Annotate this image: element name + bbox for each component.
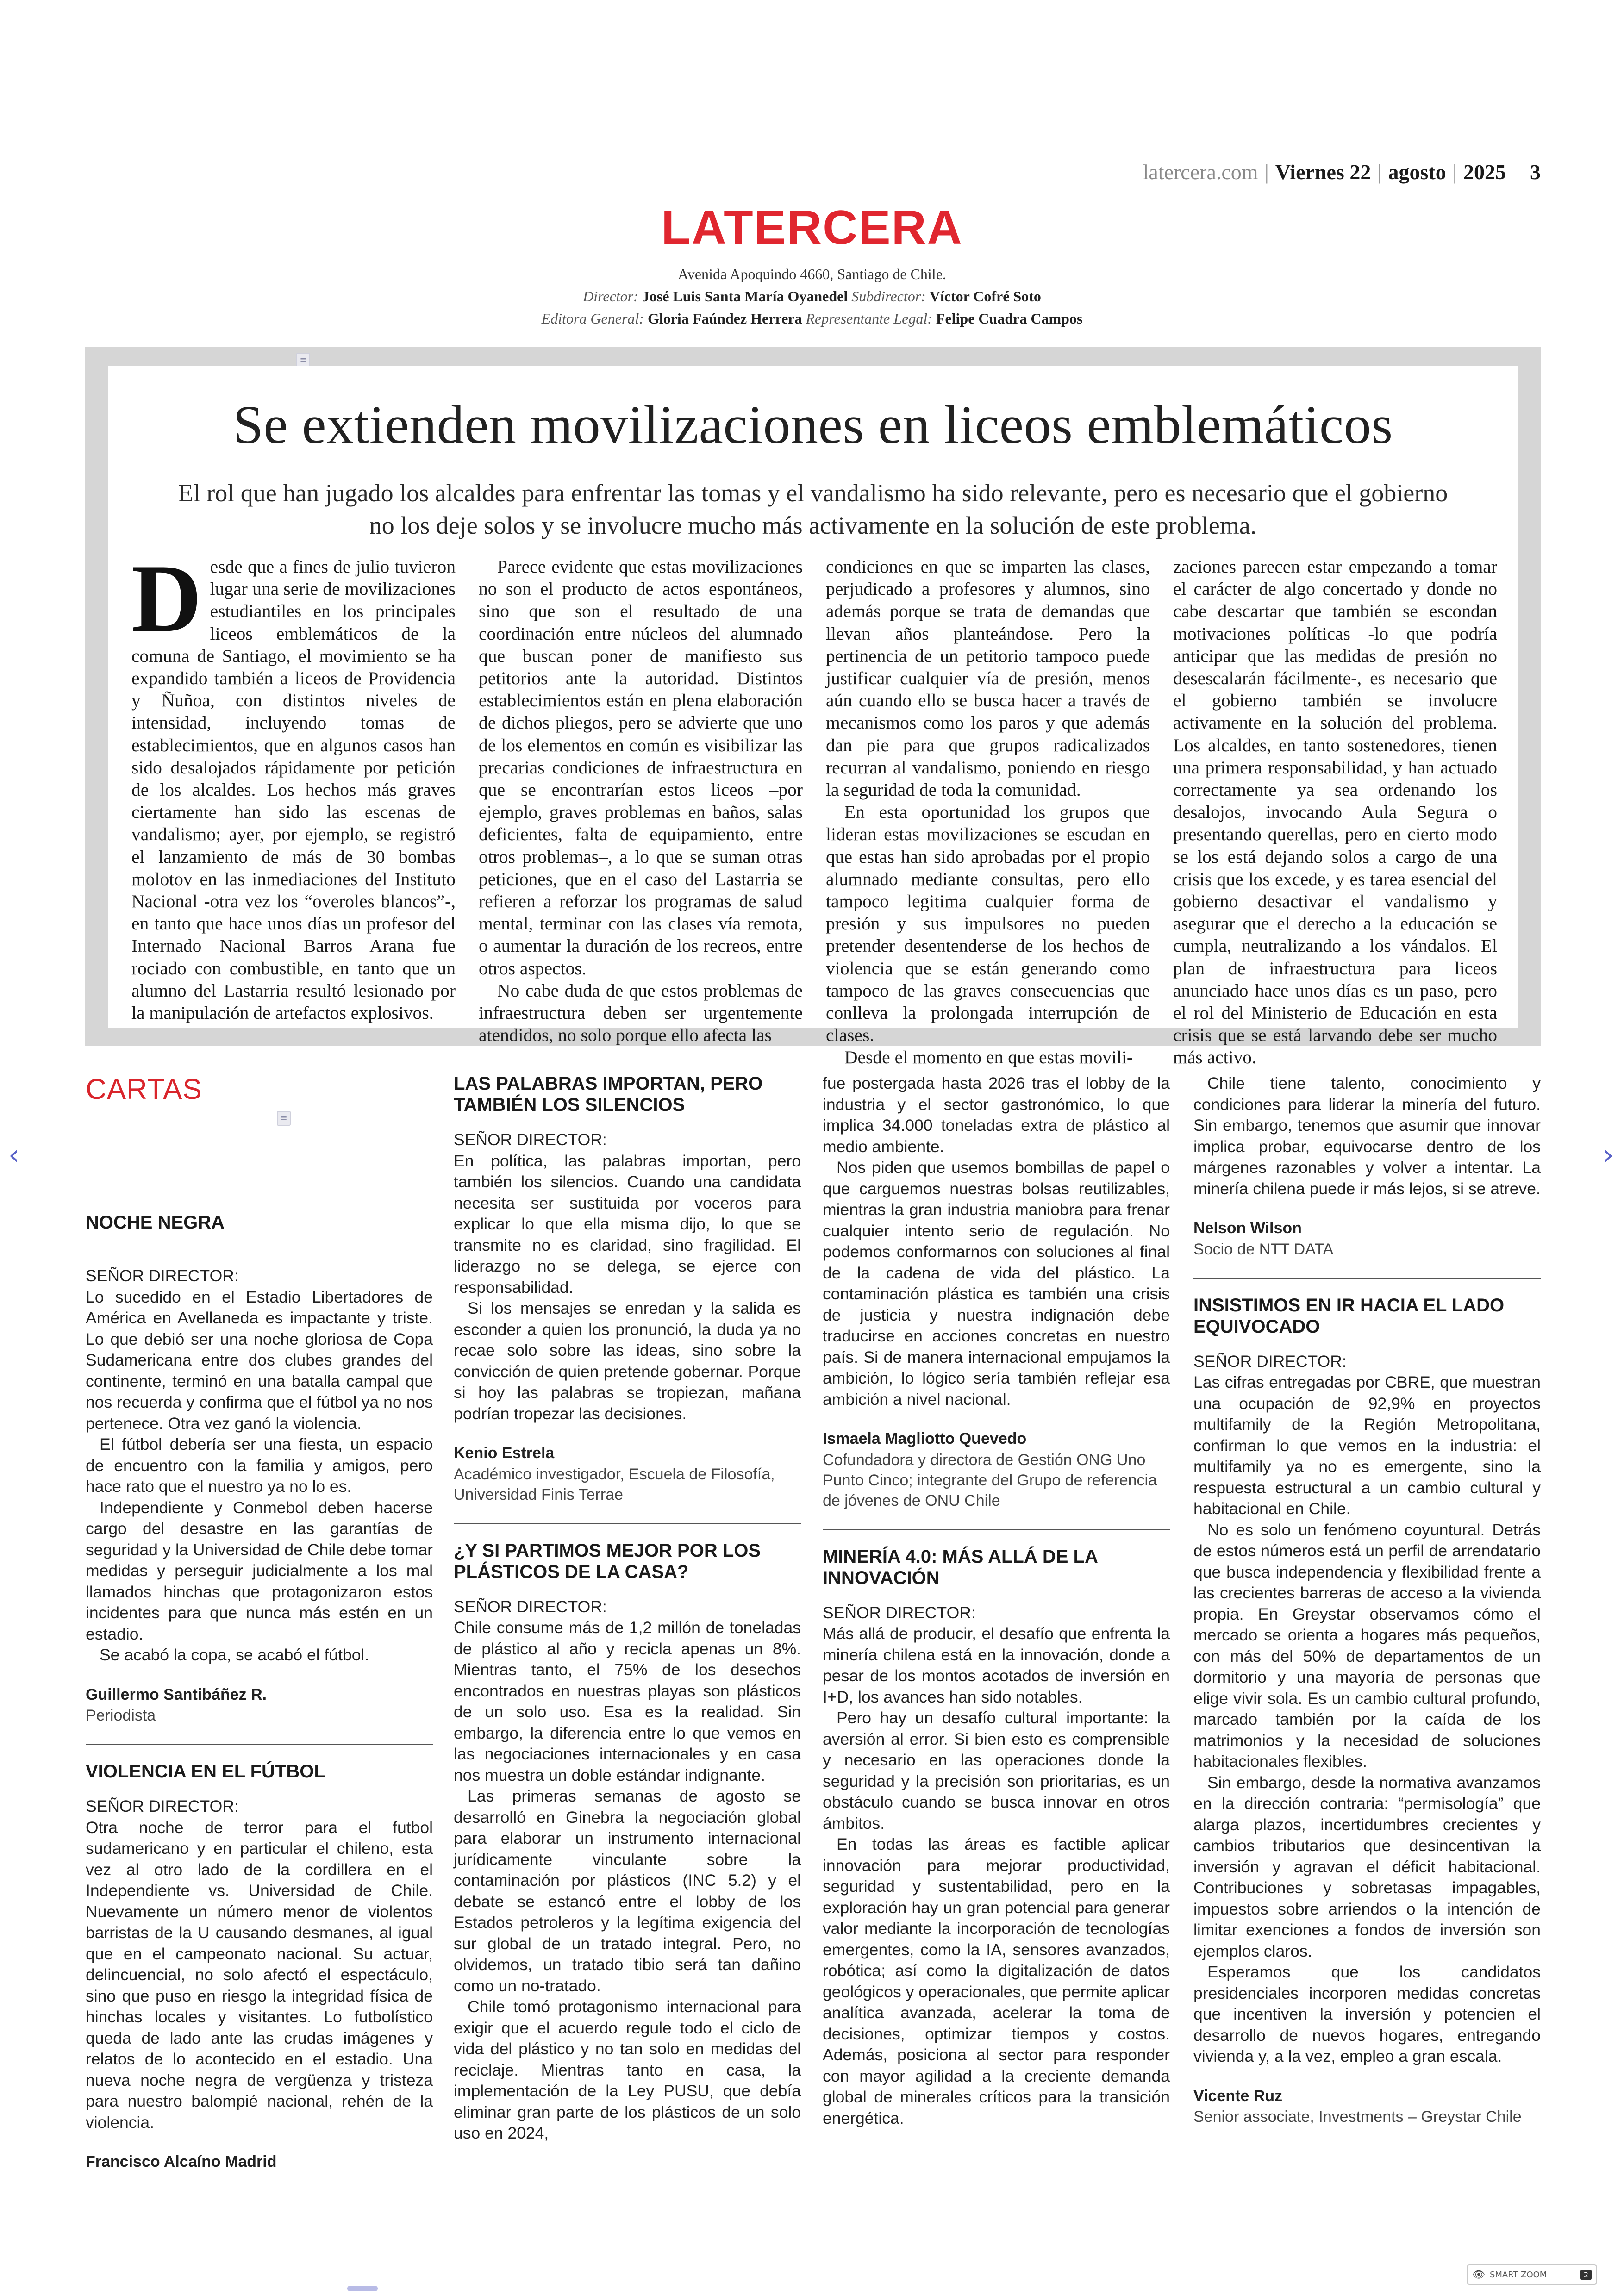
smart-zoom-badge: 2 — [1580, 2270, 1592, 2280]
editorial-column-3: condiciones en que se imparten las clases, perjudicado a profesores y alumnos, sino además porque se trata de demandas que llevan años planteándose. Pero la pertinencia de un petitorio tampoco puede justificar cualquier vía de presión, menos aún cuando ello se busca hacer a través de mecanismos como los paros y que además dan pie para que grupos radicalizados recurran al vandalismo, poniendo en riesgo la seguridad de toda la comunidad. En esta oportunidad los grupos que lideran estas movilizaciones se escudan en que estas han sido aprobadas por el propio alumnado mediante consultas, pero ello tampoco legitima cualquier forma de presión y sus impulsores no pueden pretender desentenderse de los hechos de violencia que se están generando como tampoco de las graves consecuencias que conlleva la prolongada interrupción de clases. Desde el momento en que estas movili- — [826, 556, 1150, 1068]
chevron-right-icon[interactable]: › — [1603, 1139, 1614, 1171]
subdirector-name: Víctor Cofré Soto — [929, 288, 1041, 305]
letter-title: VIOLENCIA EN EL FÚTBOL — [86, 1761, 325, 1782]
editorial-title: Se extienden movilizaciones en liceos emblemáticos — [233, 394, 1393, 455]
legal-rep-name: Felipe Cuadra Campos — [936, 310, 1083, 327]
smart-zoom-label: SMART ZOOM — [1489, 2270, 1547, 2280]
letter-title: INSISTIMOS EN IR HACIA EL LADO EQUIVOCADO — [1193, 1295, 1505, 1337]
masthead-editors: Editora General: Gloria Faúndez Herrera Representante Legal: Felipe Cuadra Campos — [541, 310, 1083, 327]
letters-column-3: fue postergada hasta 2026 tras el lobby de la industria y el sector gastronómico, lo que implica 34.000 toneladas extra de plástico al medio ambiente. Nos piden que usemos bombillas de papel o que carguemos nuestras bolsas reutilizables, mientras la gran industria maniobra para frenar cualquier intento serio de regulación. No podemos conformarnos con soluciones al final de la cadena de vida del plástico. La contaminación plástica es también una crisis de justicia y nuestra indignación debe traducirse en acciones concretas en nuestro país. Si de manera internacional empujamos la ambición, lo lógico sería también reflejar esa ambición a nivel nacional. Ismaela Magliotto Quevedo Cofundadora y directora de Gestión ONG Uno Punto Cinco; integrante del Grupo de referencia de jóvenes de ONU Chile MINERÍA 4.0: MÁS ALLÁ DE LA INNOVACIÓN SEÑOR DIRECTOR: Más allá de producir, el desafío que enfrenta la minería chilena está en la innovación, donde a pesar de los montos acotados de inversión en I+D, los avances han sido notables. Pero hay un desafío cultural importante: la aversión al error. Si bien esto es comprensible y necesario en las operaciones donde la seguridad y la precisión son prioritarias, es un obstáculo cuando se busca innovar en otros ámbitos. En todas las áreas es factible aplicar innovación para mejorar productividad, seguridad y sustentabilidad, pero en la exploración hay un gran potencial para generar valor mediante la incorporación de tecnologías emergentes, como la IA, sensores avanzados, robótica; así como la digitalización de datos geológicos y operacionales, que permite aplicar analítica avanzada, acelerar la toma de decisiones, optimizar tiempos y costos. Además, posiciona al sector para responder con mayor agilidad a la creciente demanda global de minerales críticos para la transición energética. — [823, 1074, 1170, 2127]
smart-zoom-button[interactable] — [1467, 2264, 1597, 2285]
letter-salutation: SEÑOR DIRECTOR: — [1193, 1352, 1347, 1371]
letter-author-role: Cofundadora y directora de Gestión ONG Uno Punto Cinco; integrante del Grupo de referencia de jóvenes de ONU Chile — [823, 1451, 1157, 1509]
masthead-address: Avenida Apoquindo 4660, Santiago de Chile. — [678, 266, 946, 282]
letter-title: LAS PALABRAS IMPORTAN, PERO TAMBIÉN LOS SILENCIOS — [454, 1073, 763, 1115]
director-name: José Luis Santa María Oyanedel — [642, 288, 848, 305]
letter-salutation: SEÑOR DIRECTOR: — [823, 1603, 976, 1622]
site-url: latercera.com — [1143, 160, 1258, 184]
letter-author-role: Socio de NTT DATA — [1193, 1240, 1334, 1258]
letter-title: ¿Y SI PARTIMOS MEJOR POR LOS PLÁSTICOS DE LA CASA? — [454, 1540, 761, 1582]
divider — [1193, 1278, 1541, 1279]
masthead — [0, 201, 1624, 330]
issue-month: agosto — [1388, 160, 1446, 184]
eye-icon: 👁 — [1472, 2269, 1485, 2281]
letter-title: MINERÍA 4.0: MÁS ALLÁ DE LA INNOVACIÓN — [823, 1546, 1098, 1588]
page-folio: latercera.com | Viernes 22 | agosto | 2025 3 — [1143, 160, 1541, 184]
letters-column-1: NOCHE NEGRA SEÑOR DIRECTOR: Lo sucedido en el Estadio Libertadores de América en Avellaneda es impactante y triste. Lo que debió ser una noche gloriosa de Copa Sudamericana entre dos clubes grandes del continente, terminó en una batalla campal que nos recuerda y confirma que el fútbol ya no nos pertenece. Otra vez ganó la violencia. El fútbol debería ser una fiesta, un espacio de encuentro con la familia y amigos, pero hace rato que el nuestro ya no lo es. Independiente y Conmebol deben hacerse cargo del desastre en las garantías de seguridad y la Universidad de Chile debe tomar medidas y perseguir judicialmente a los mal llamados hinchas que protagonizaron estos incidentes para que nunca más estén en un estadio. Se acabó la copa, se acabó el fútbol. Guillermo Santibáñez R. Periodista VIOLENCIA EN EL FÚTBOL SEÑOR DIRECTOR: Otra noche de terror para el futbol sudamericano y en particular el chileno, esta vez al otro lado de la cordillera en el Independiente vs. Universidad de Chile. Nuevamente un número menor de violentos barristas de la U causando desmanes, al igual que en el campeonato nacional. Su actuar, delincuencial, no solo afectó el espectáculo, sino que puso en riesgo la integridad física de hinchas locales y visitantes. Lo futbolístico queda de lado ante las crudas imágenes y relatos de lo acontecido en el estadio. Una nueva noche negra de vergüenza y tristeza para nuestro balompié nacional, rehén de la violencia. Francisco Alcaíno Madrid — [86, 1073, 433, 2152]
letter-salutation: SEÑOR DIRECTOR: — [86, 1797, 239, 1815]
letter-salutation: SEÑOR DIRECTOR: — [86, 1266, 239, 1285]
editorial-content — [108, 366, 1518, 1068]
letter-salutation: SEÑOR DIRECTOR: — [454, 1597, 607, 1616]
letter-author: Francisco Alcaíno Madrid — [86, 2153, 277, 2170]
horizontal-scrollbar[interactable] — [347, 2286, 378, 2291]
note-icon[interactable]: ≡ — [296, 353, 310, 368]
page-number: 3 — [1530, 160, 1541, 184]
drop-cap: D — [131, 545, 202, 652]
letter-author: Ismaela Magliotto Quevedo — [823, 1430, 1027, 1447]
editorial-column-4: zaciones parecen estar empezando a tomar el carácter de algo concertado y donde no cabe descartar que también se escondan motivaciones políticas -lo que podría anticipar que las medidas de presión no desescalarán fácilmente-, es necesario que el gobierno también se involucre activamente en la solución del problema. Los alcaldes, en tanto sostenedores, tienen una primera responsabilidad, y han actuado correctamente ya sea ordenando los desalojos, invocando Aula Segura o presentando querellas, pero en cierto modo se los está dejando solos a cargo de una crisis que los excede, y es tarea esencial del gobierno desactivar el vandalismo y asegurar que el derecho a la educación se cumpla, neutralizando a los vándalos. El plan de infraestructura para liceos anunciado hace unos días es un paso, pero el rol del Ministerio de Educación en esta crisis que se está larvando debe ser mucho más activo. — [1173, 556, 1497, 1068]
letter-title: NOCHE NEGRA — [86, 1212, 225, 1233]
letter-author: Vicente Ruz — [1193, 2087, 1283, 2105]
letter-author-role: Periodista — [86, 1707, 156, 1724]
letter-author-role: Senior associate, Investments – Greystar Chile — [1193, 2108, 1522, 2126]
letters-section-title: CARTAS — [86, 1073, 202, 1105]
divider — [454, 1523, 801, 1524]
note-icon[interactable]: ≡ — [277, 1111, 291, 1126]
letter-salutation: SEÑOR DIRECTOR: — [454, 1130, 607, 1149]
editorial-column-1: D esde que a fines de julio tuvieron lugar una serie de movilizaciones estudiantiles en los principales liceos emblemáticos de la comuna de Santiago, el movimiento se ha expandido también a liceos de Providencia y Ñuñoa, con distintos niveles de intensidad, incluyendo tomas de establecimientos, que en algunos casos han sido desalojados rápidamente por petición de los alcaldes. Los hechos más graves ciertamente han sido las escenas de vandalismo; ayer, por ejemplo, se registró el lanzamiento de más de 30 bombas molotov en las inmediaciones del Instituto Nacional -otra vez los “overoles blancos”-, en tanto que hace unos días un profesor del Internado Nacional Barros Arana fue rociado con combustible, en tanto que un alumno del Lastarria resultó lesionado por la manipulación de artefactos explosivos. — [131, 545, 456, 1023]
letter-author: Nelson Wilson — [1193, 1219, 1302, 1237]
masthead-directors: Director: José Luis Santa María Oyanedel Subdirector: Víctor Cofré Soto — [583, 288, 1041, 305]
newspaper-logo: LATERCERA — [661, 201, 963, 255]
editorial-subtitle: El rol que han jugado los alcaldes para enfrentar las tomas y el vandalismo ha sido relevante, pero es necesario que el gobierno no los deje solos y se involucre mucho más activamente en la solución de este problema. — [178, 479, 1448, 540]
letter-author: Kenio Estrela — [454, 1444, 555, 1462]
issue-year: 2025 — [1463, 160, 1506, 184]
divider — [86, 1744, 433, 1745]
issue-day: Viernes 22 — [1275, 160, 1371, 184]
letter-author: Guillermo Santibáñez R. — [86, 1685, 267, 1703]
chevron-left-icon[interactable]: ‹ — [8, 1139, 19, 1171]
letters-column-4: Chile tiene talento, conocimiento y condiciones para liderar la minería del futuro. Sin embargo, tenemos que asumir que innovar implica probar, equivocarse dentro de los márgenes razonables y volver a intentar. La minería chilena puede ir más lejos, si se atreve. Nelson Wilson Socio de NTT DATA INSISTIMOS EN IR HACIA EL LADO EQUIVOCADO SEÑOR DIRECTOR: Las cifras entregadas por CBRE, que muestran una ocupación de 92,9% en proyectos multifamily de la Región Metropolitana, confirman lo que vemos en la industria: el multifamily ya no es emergente, sino la respuesta estructural a un cambio cultural y habitacional en Chile. No es solo un fenómeno coyuntural. Detrás de estos números está un perfil de arrendatario que busca independencia y flexibilidad frente a las crecientes barreras de acceso a la vivienda propia. En Greystar observamos cómo el mercado se orienta a hogares más pequeños, con más del 50% de departamentos de un dormitorio y una mayoría de personas que elige vivir sola. Es un cambio cultural profundo, marcado también por la caída de los matrimonios y la necesidad de soluciones habitacionales flexibles. Sin embargo, desde la normativa avanzamos en la dirección contraria: “permisología” que alarga plazos, incertidumbres crecientes y cambios tributarios que desincentivan la inversión y agravan el déficit habitacional. Contribuciones y sobretasas impagables, impuestos sobre arriendos o la intención de limitar exenciones a fondos de inversión son ejemplos claros. Esperamos que los candidatos presidenciales incorporen medidas concretas que incentiven la inversión y potencien el desarrollo de nuevos hogares, entregando vivienda y, a la vez, empleo a gran escala. Vicente Ruz Senior associate, Investments – Greystar Chile — [1193, 1073, 1541, 2152]
letters-column-2: LAS PALABRAS IMPORTAN, PERO TAMBIÉN LOS SILENCIOS SEÑOR DIRECTOR: En política, las palabras importan, pero también los silencios. Cuando una candidata necesita ser sustituida por voceros para explicar lo que ella misma dijo, lo que se transmite no es claridad, sino fragilidad. El liderazgo no se delega, se ejerce con responsabilidad. Si los mensajes se enredan y la salida es esconder a quien los pronunció, la duda ya no recae solo sobre las ideas, sino sobre la convicción de quien pretende gobernar. Porque si hoy las palabras se tropiezan, mañana podrían tropezar las decisiones. Kenio Estrela Académico investigador, Escuela de Filosofía, Universidad Finis Terrae ¿Y SI PARTIMOS MEJOR POR LOS PLÁSTICOS DE LA CASA? SEÑOR DIRECTOR: Chile consume más de 1,2 millón de toneladas de plástico al año y recicla apenas un 8%. Mientras tanto, el 75% de los desechos encontrados en nuestras playas son plásticos de un solo uso. Esa es la realidad. Sin embargo, la diferencia entre lo que vemos en las negociaciones internacionales y en casa nos muestra un doble estándar indignante. Las primeras semanas de agosto se desarrolló en Ginebra la negociación global para elaborar un instrumento internacional jurídicamente vinculante sobre la contaminación por plásticos (INC 5.2) y el debate se estancó entre el lobby de los Estados petroleros y la legítima exigencia del sur global de un tratado integral. Pero, no olvidemos, un tratado tibio será tan dañino como un no-tratado. Chile tomó protagonismo internacional para exigir que el acuerdo regule todo el ciclo de vida del plástico y no tan solo en medidas del reciclaje. Mientras tanto en casa, la implementación de la Ley PUSU, que debía eliminar gran parte de los plásticos de un solo uso en 2024, — [454, 1073, 801, 2142]
editorial-box — [85, 347, 1541, 1068]
editor-name: Gloria Faúndez Herrera — [647, 310, 802, 327]
editorial-column-2: Parece evidente que estas movilizaciones no son el producto de actos espontáneos, sino que son el resultado de una coordinación entre núcleos del alumnado que buscan poner de manifiesto sus petitorios ante la autoridad. Distintos establecimientos están en plena elaboración de dichos pliegos, pero se advierte que uno de los elementos en común es visibilizar las precarias condiciones de infraestructura en que se encontrarían estos liceos –por ejemplo, graves problemas en baños, salas deficientes, falta de equipamiento, entre otros problemas–, a lo que se suman otras peticiones, que en el caso del Lastarria se refieren a reforzar los programas de salud mental, terminar con las clases vía remota, o aumentar la duración de los recreos, entre otros aspectos. No cabe duda de que estos problemas de infraestructura deben ser urgentemente atendidos, no solo porque ello afecta las — [479, 556, 803, 1046]
letter-author-role: Académico investigador, Escuela de Filosofía, Universidad Finis Terrae — [454, 1465, 775, 1503]
divider — [823, 1529, 1170, 1530]
